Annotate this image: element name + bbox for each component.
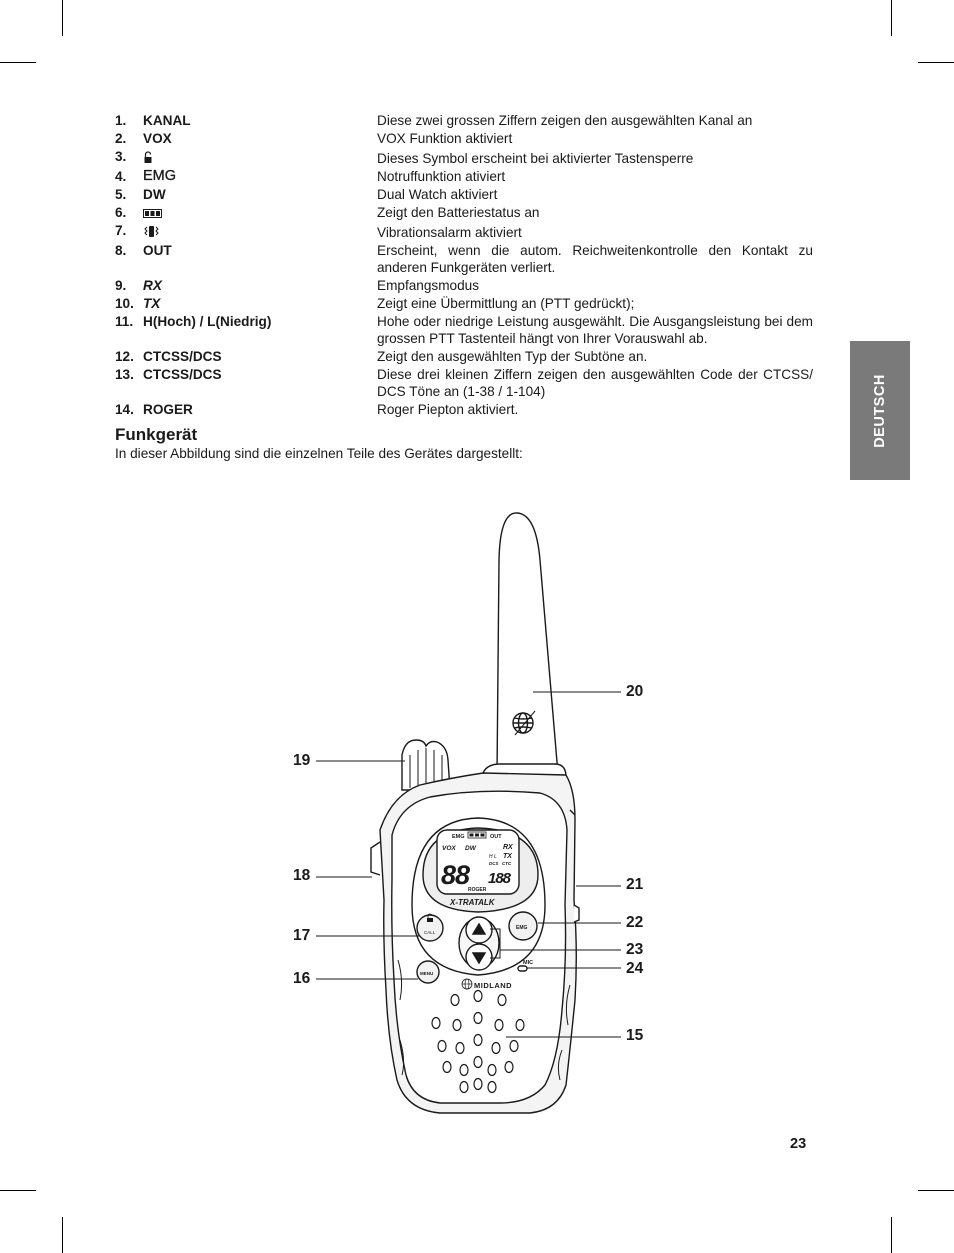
legend-description: Roger Piepton aktiviert.	[377, 402, 519, 417]
legend-description: Erscheint, wenn die autom. Reichweitenkontrolle den Kontakt zu anderen Funkgeräten verliert.	[377, 243, 813, 275]
lcd-emg-label: EMG	[452, 834, 465, 840]
legend-term: ROGER	[143, 402, 193, 417]
legend-term: OUT	[143, 243, 172, 258]
legend-description: Vibrationsalarm aktiviert	[377, 225, 522, 240]
brand-logo-text: MIDLAND	[474, 981, 513, 990]
brand-model-label: X-TRATALK	[450, 898, 495, 907]
legend-number: 10.	[115, 296, 134, 311]
legend-number: 4.	[115, 169, 127, 184]
legend-term: RX	[143, 278, 162, 293]
callout-18: 18	[293, 867, 311, 884]
legend-number: 2.	[115, 131, 127, 146]
legend-number: 8.	[115, 243, 127, 258]
language-tab-label: DEUTSCH	[872, 373, 888, 448]
lcd-rx-label: RX	[503, 844, 513, 851]
antenna	[497, 513, 558, 774]
legend-description: Dual Watch aktiviert	[377, 187, 498, 202]
call-button-label: CALL	[424, 930, 436, 935]
legend-term: TX	[143, 296, 161, 311]
legend-description: Diese zwei grossen Ziffern zeigen den ausgewählten Kanal an	[377, 113, 753, 128]
page-number: 23	[790, 1136, 807, 1152]
side-button-ptt	[371, 842, 380, 875]
callout-23: 23	[626, 941, 644, 958]
callout-15: 15	[626, 1027, 644, 1044]
legend-description: Zeigt eine Übermittlung an (PTT gedrückt);	[377, 296, 635, 311]
legend-description: Zeigt den Batteriestatus an	[377, 205, 540, 220]
emg-button-label: EMG	[516, 925, 528, 931]
legend-term: VOX	[143, 131, 172, 146]
legend-description: VOX Funktion aktiviert	[377, 131, 513, 146]
lcd-dw-label: DW	[465, 845, 476, 852]
menu-button-label: MENU	[420, 971, 434, 976]
lcd-dcs-label: DCS	[489, 861, 499, 866]
legend-description: Dieses Symbol erscheint bei aktivierter Tastensperre	[377, 151, 694, 166]
callout-16: 16	[293, 970, 311, 987]
section-heading: Funkgerät	[115, 425, 198, 444]
lcd-hl-label: H L	[489, 854, 497, 860]
callout-20: 20	[626, 683, 644, 700]
side-button-right	[574, 905, 579, 922]
legend-description: Diese drei kleinen Ziffern zeigen den ausgewählten Code der CTCSS/ DCS Töne an (1-38 / 1-104)	[377, 367, 813, 399]
callout-19: 19	[293, 752, 311, 769]
legend-term: CTCSS/DCS	[143, 349, 222, 364]
legend-number: 5.	[115, 187, 127, 202]
legend-number: 12.	[115, 349, 134, 364]
lcd-ctc-label: CTC	[502, 861, 512, 866]
callout-22: 22	[626, 914, 644, 931]
section-intro: In dieser Abbildung sind die einzelnen Teile des Gerätes dargestellt:	[115, 446, 523, 461]
lcd-tx-label: TX	[503, 853, 512, 860]
callout-17: 17	[293, 927, 311, 944]
legend-number: 3.	[115, 149, 127, 164]
legend-description: Hohe oder niedrige Leistung ausgewählt. Die Ausgangsleistung bei dem grossen PTT Tastenteil hängt von Ihrer Vorauswahl ab.	[377, 314, 813, 346]
legend-description: Empfangsmodus	[377, 278, 480, 293]
lcd-code-digits: 188	[488, 870, 511, 887]
lcd-vox-label: VOX	[442, 845, 456, 852]
lcd-roger-label: ROGER	[468, 887, 487, 893]
legend-number: 9.	[115, 278, 127, 293]
legend-term: CTCSS/DCS	[143, 367, 222, 382]
lcd-channel-digits: 88	[441, 860, 470, 890]
callout-24: 24	[626, 960, 644, 977]
callout-21: 21	[626, 876, 644, 893]
legend-number: 6.	[115, 205, 127, 220]
legend-number: 14.	[115, 402, 134, 417]
lcd-out-label: OUT	[490, 834, 502, 840]
legend-description: Notruffunktion ativiert	[377, 169, 506, 184]
mic-hole	[518, 966, 527, 971]
legend-term: EMG	[143, 168, 177, 184]
legend-number: 1.	[115, 113, 127, 128]
legend-number: 13.	[115, 367, 134, 382]
legend-term: H(Hoch) / L(Niedrig)	[143, 314, 272, 329]
legend-term: DW	[143, 187, 166, 202]
legend-description: Zeigt den ausgewählten Typ der Subtöne an.	[377, 349, 648, 364]
legend-number: 7.	[115, 223, 127, 238]
legend-number: 11.	[115, 314, 134, 329]
mic-label: MIC	[523, 960, 534, 966]
legend-term: KANAL	[143, 113, 191, 128]
